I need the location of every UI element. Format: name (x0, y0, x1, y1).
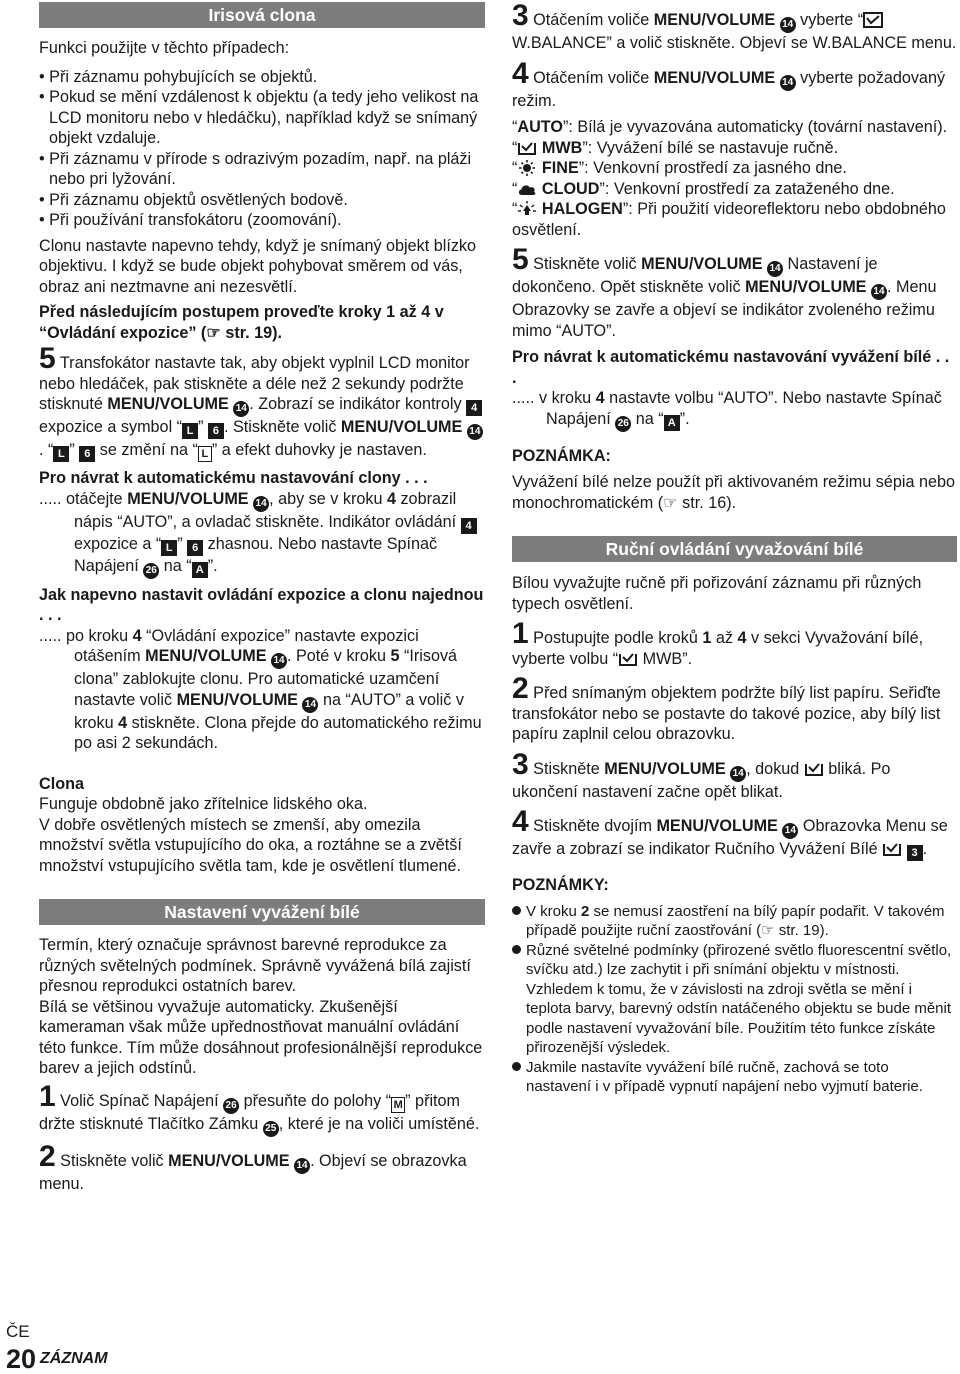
sun-icon (517, 160, 537, 176)
menu-volume-dial-icon: 14 (233, 401, 249, 417)
manual-step-1: 1 Postupujte podle kroků 1 až 4 v sekci Vyvažování bílé, vyberte volbu “ MWB”. (512, 617, 924, 668)
power-switch-icon: 26 (615, 416, 631, 432)
power-switch-icon: 26 (143, 563, 159, 579)
lock-button-icon: 25 (263, 1121, 279, 1137)
mwb-icon (517, 140, 537, 156)
iris-lock-icon: L (182, 423, 198, 439)
auto-mode-icon: A (664, 415, 680, 431)
use-cases-list (39, 67, 485, 231)
menu-volume-dial-icon: 14 (871, 284, 887, 300)
pointing-hand-icon: ☞ (761, 922, 775, 939)
prerequisite-note: Před následujícím postupem proveďte kroky 1 až 4 v “Ovládání expozice” (☞ str. 19). (39, 303, 444, 342)
notes-heading: POZNÁMKY: (512, 876, 609, 894)
iris-return-heading: Pro návrat k automatickému nastavování clony . . . (39, 469, 428, 487)
mwb-icon (618, 651, 638, 667)
wb-step-4: 4 Otáčením voliče MENU/VOLUME 14 vyberte požadovaný režim. (512, 56, 946, 110)
wb-intro-2: Bílá se většinou vyvažuje automaticky. Zkušenější kameraman však může upřednostňovat manuální ovládání této funkce. Tím může dosáhnout profesionálnější reprodukce barev a jejich odstínů. (39, 997, 483, 1077)
manual-step-2: 2 Před snímaným objektem podržte bílý list papíru. Seřiďte transfokátor nebo se postavte do takové pozice, aby bílý list papíru zaplnil celou obrazovku. (512, 672, 941, 743)
wb-intro-1: Termín, který označuje správnost barevné reprodukce za různých světelných podmínek. Správně vyvážená bílá zajistí přesnou reprodukci ostatních barev. (39, 936, 471, 995)
menu-volume-dial-icon: 14 (302, 697, 318, 713)
iris-lock-icon: L (161, 540, 177, 556)
iris-outline-icon: L (198, 446, 212, 462)
mode-mwb: “ MWB”: Vyvážení bílé se nastavuje ručně. (512, 138, 839, 157)
list-item: • Při záznamu v přírode s odrazivým pozadím, např. na pláži nebo pri lyžování. (39, 149, 472, 188)
iris-step-5: 5 Transfokátor nastavte tak, aby objekt vyplnil LCD monitor nebo hledáček, pak stiskněte a déle než 2 sekundy podržte stisknuté MENU/VOLUME 14 . Zobrazí se indikátor kontroly 4 expozice a symbol “ L ” 6 . Stiskněte volič MENU/VOLUME 14. “ L ” 6 se změní na “ L ” a efekt duhovky je nastaven. (39, 349, 485, 462)
wb-modes-list (512, 117, 957, 240)
note-heading: POZNÁMKA: (512, 446, 611, 465)
pointing-hand-icon: ☞ (663, 493, 678, 512)
indicator-4-icon: 4 (461, 518, 477, 534)
left-column (39, 0, 485, 1194)
menu-volume-dial-icon: 14 (767, 261, 783, 277)
clona-heading: Clona (39, 774, 84, 793)
page-number: 20 (6, 1344, 37, 1374)
menu-volume-dial-icon: 14 (780, 75, 796, 91)
list-item: • Při záznamu pohybujících se objektů. (39, 67, 318, 86)
iris-lock-icon: L (53, 446, 69, 462)
indicator-3-icon: 3 (907, 845, 923, 861)
list-item: Jakmile nastavíte vyvážení bílé ručně, zachová se toto nastavení i v případě vypnutí napájení nebo vyjmutí baterie. (512, 1058, 957, 1097)
note-text: Vyvážení bílé nelze použít při aktivovaném režimu sépia nebo monochromatickém (☞ str. 16). (512, 473, 955, 512)
list-item: Různé světelné podmínky (přirozené světlo fluorescentní světlo, svíčku atd.) lze zachytit i při snímání objektu v místnosti. Vzhledem k tomu, že v závislosti na zdroji světla se mění i teplota barvy, barevný odstín natáčeného objektu se bude měnit podle nastavení vyvažování bíle. Použitím této funkce získáte přirozenější výsledek. (512, 941, 957, 1058)
iris-return-text: ..... otáčejte MENU/VOLUME 14 , aby se v kroku 4 zobrazil nápis “AUTO”, a ovladač stiskněte. Indikátor ovládání 4 expozice a “ L ” 6 zhasnou. Nebo nastavte Spínač Napájení 26 na “ A ”. (39, 489, 485, 579)
indicator-6-icon: 6 (187, 540, 203, 556)
wb-return-text: ..... v kroku 4 nastavte volbu “AUTO”. Nebo nastavte Spínač Napájení 26 na “ A ”. (512, 388, 957, 432)
menu-volume-dial-icon: 14 (253, 496, 269, 512)
section-header-manual-wb: Ruční ovládání vyvažování bílé (512, 536, 957, 562)
list-item: • Pokud se mění vzdálenost k objektu (a tedy jeho velikost na LCD monitoru nebo v hledáčku), například když se snímaný objekt vzdaluje. (39, 88, 479, 147)
list-item: • Při záznamu objektů osvětlených bodově. (39, 190, 348, 209)
footer-language: ČE (6, 1322, 30, 1341)
menu-volume-dial-icon: 14 (294, 1158, 310, 1174)
menu-volume-dial-icon: 14 (271, 653, 287, 669)
manual-wb-intro: Bílou vyvažujte ručně při pořizování záznamu při různých typech osvětlení. (512, 574, 922, 613)
indicator-4-icon: 4 (466, 400, 482, 416)
wb-step-2: 2 Stiskněte volič MENU/VOLUME 14 . Objeví se obrazovka menu. (39, 1139, 467, 1193)
menu-volume-dial-icon: 14 (782, 823, 798, 839)
mode-auto: “AUTO”: Bílá je vyvazována automaticky (tovární nastavení). (512, 118, 948, 136)
menu-volume-dial-icon: 14 (467, 424, 483, 440)
wb-step-5: 5 Stiskněte volič MENU/VOLUME 14 Nastavení je dokončeno. Opět stiskněte volič MENU/VOLUME 14 . Menu Obrazovky se zavře a objeví se indikátor zvoleného režimu mimo “AUTO”. (512, 243, 937, 340)
clona-text-2: V dobře osvětlených místech se zmenší, aby omezila množství světla vstupujícího do oka, a roztáhne se a zvětší množství vstupujícího světla tam, kde je osvětlení tlumené. (39, 815, 462, 875)
wb-step-3: 3 Otáčením voliče MENU/VOLUME 14 vyberte “ W.BALANCE” a volič stiskněte. Objeví se W.BALANCE menu. (512, 0, 957, 52)
mode-halogen: “ HALOGEN”: Při použití videoreflektoru nebo obdobného osvětlení. (512, 200, 946, 239)
right-column (512, 0, 957, 1097)
intro-text: Funkci použijte v těchto případech: (39, 39, 290, 57)
mode-cloud: “ CLOUD”: Venkovní prostředí za zataženého dne. (512, 179, 895, 198)
auto-mode-icon: A (192, 562, 208, 578)
wb-step-1: 1 Volič Spínač Napájení 26 přesuňte do polohy “ M ” přitom držte stisknuté Tlačítko Zámku 25 , které je na voliči umístěné. (39, 1087, 485, 1137)
fix-exposure-heading: Jak napevno nastavit ovládání expozice a clonu najednou . . . (39, 585, 484, 624)
indicator-6-icon: 6 (208, 423, 224, 439)
manual-mode-icon: M (391, 1097, 405, 1113)
notes-list (512, 902, 957, 1097)
pointing-hand-icon: ☞ (206, 323, 221, 342)
white-balance-icon (863, 12, 883, 28)
wb-return-heading: Pro návrat k automatickému nastavování vyvážení bílé . . . (512, 348, 950, 387)
mwb-icon (804, 761, 824, 777)
manual-step-4: 4 Stiskněte dvojím MENU/VOLUME 14 Obrazovka Menu se zavře a zobrazí se indikator Ručního Vyvážení Bílé 3 . (512, 805, 948, 859)
power-switch-icon: 26 (223, 1098, 239, 1114)
fix-exposure-text: ..... po kroku 4 “Ovládání expozice” nastavte expozici otášením MENU/VOLUME 14 . Poté v kroku 5 “Irisová clona” zablokujte clonu. Pro automatické uzamčení nastavte volič MENU/VOLUME 14 na “AUTO” a volič v kroku 4 stiskněte. Clona přejde do automatického režimu po asi 2 sekundách. (39, 626, 482, 752)
mwb-icon (882, 841, 902, 857)
menu-volume-dial-icon: 14 (730, 766, 746, 782)
manual-step-3: 3 Stiskněte MENU/VOLUME 14 , dokud bliká. Po ukončení nastavení začne opět blikat. (512, 747, 891, 801)
halogen-lamp-icon (517, 201, 537, 217)
list-item: V kroku 2 se nemusí zaostření na bílý papír podařit. V takovém případě použijte ruční zaostřování (☞ str. 19). (512, 902, 957, 941)
menu-volume-dial-icon: 14 (780, 17, 796, 33)
clona-text-1: Funguje obdobně jako zřítelnice lidského oka. (39, 795, 368, 813)
cloud-icon (517, 181, 537, 197)
footer-section-name: ZÁZNAM (40, 1350, 108, 1367)
section-header-iris: Irisová clona (39, 2, 485, 28)
mode-fine: “ FINE”: Venkovní prostředí za jasného dne. (512, 159, 847, 177)
close-object-paragraph: Clonu nastavte napevno tehdy, když je snímaný objekt blízko objektivu. I když se bude objekt pohybovat směrem od vás, obraz ani neztmavne ani nezesvětlí. (39, 236, 477, 296)
section-header-white-balance: Nastavení vyvážení bílé (39, 899, 485, 925)
indicator-6-icon: 6 (79, 446, 95, 462)
list-item: • Při používání transfokátoru (zoomování). (39, 211, 342, 229)
